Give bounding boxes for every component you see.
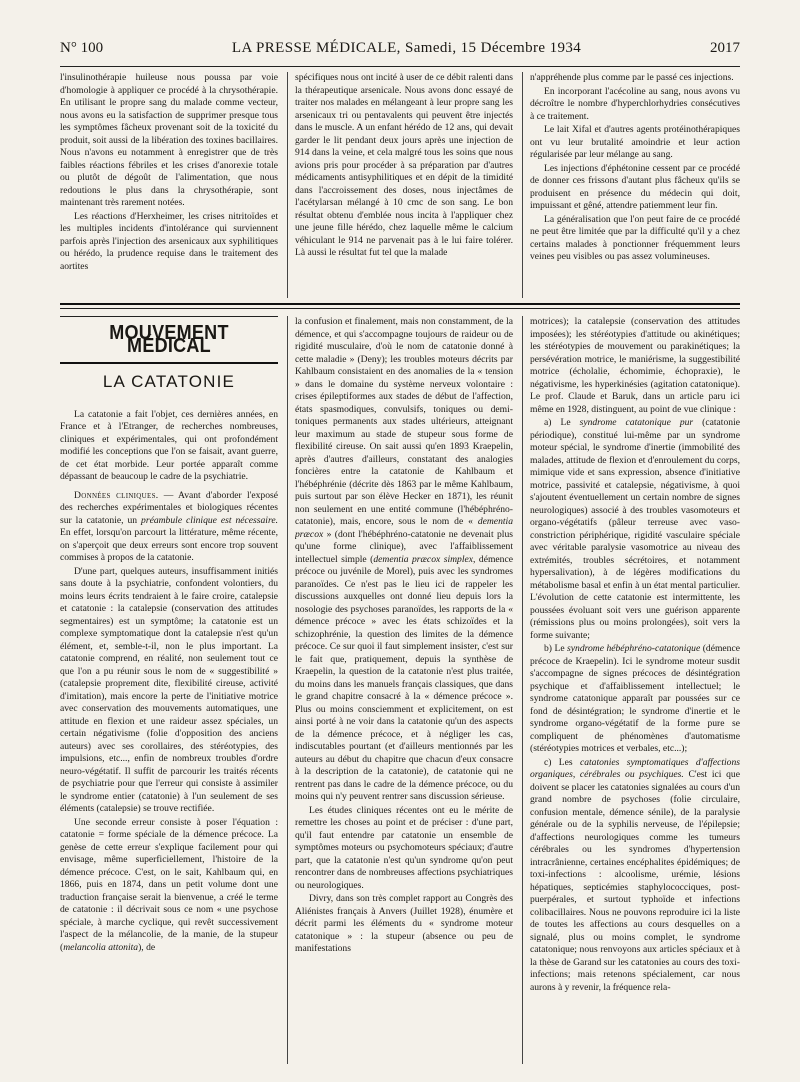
paragraph: c) Les catatonies symptomatiques d'affections organiques, cérébrales ou psychiques. C'est ici que doivent se placer les catatonies signalées au cours d'un grand nombre de psychoses (folie circulaire, confusion mentale, démence sénile), de la paralysie générale ou de la syphilis nerveuse, de l'épilepsie; d'affections neurologiques comme les tumeurs cérébrales ou les syndromes d'hypertension intracrânienne, certaines encéphalites épidémiques; de toxi-infections : alcoolisme, urémie, lésions hépatiques, septicémies staphylococciques, post-puerpérales, et surtout typhoïde et infections colibacillaires. Nous ne pouvons reproduire ici la liste de toutes les affections au cours desquelles on a signalé, plus ou moins complet, le syndrome catatonique; nous renvoyons aux articles spéciaux et à la thèse de Garand sur les catatonies au cours des toxi-infections; mais retenons spécialement, car nous aurons à y revenir, la fréquence rela- xyxy=(530,756,740,993)
article-column-1 xyxy=(60,316,278,1066)
paragraph: spécifiques nous ont incité à user de ce débit ralenti dans la thérapeutique arsenicale. Nous avons donc essayé de traiter nos malades en mélangeant à leur propre sang les arsenicaux tri ou pentavalents qui peuvent être injectés dans le muscle. A un enfant hérédo de 12 ans, qui devait garder le lit pendant deux jours après une injection de 914 dans la veine, et cela malgré tous les soins que nous avions pris pour procéder à sa préparation par d'autres médicaments antisyphilitiques et en dépit de la timidité dans l'accroissement des doses, nous injectâmes de l'acétylarsan mélangé à 10 cmc de son sang. Le bon résultat obtenu d'emblée nous incita à l'appliquer chez une jeune fille hérédo, chez laquelle même le calcium véhiculant le 914 ne parvenait pas à le lui faire tolérer. Là aussi le résultat fut tel que la malade xyxy=(295,72,513,258)
article-column-3 xyxy=(530,316,740,1066)
masthead xyxy=(232,40,581,57)
column-divider xyxy=(287,316,288,1064)
paragraph: Les réactions d'Herxheimer, les crises nitritoïdes et les multiples incidents d'intolérance qui surviennent parfois après l'injection des arsenicaux aux syphilitiques ou hérédo, la prudence requise dans le traitement des aortites xyxy=(60,210,278,272)
paragraph: Les injections d'éphétonine cessent par ce procédé de donner ces frissons d'autant plus fâcheux qu'ils se produisent en présence du médecin qui doit, impuissant et gêné, attendre patiemment leur fin. xyxy=(530,162,740,211)
paragraph: a) Le syndrome catatonique pur (catatonie périodique), constitué lui-même par un syndrome moteur spécial, le syndrome d'inertie (immobilité des malades, attitude de flexion et d'enroulement du corps, mimique vide et sans expression, absence d'initiative motrice, passivité et catalepsie, négativisme, à quoi s'ajoutent éventuellement un certain nombre de signes neurologiques) associé à des troubles vasomoteurs et organo-végétatifs (pâleur terreuse avec vaso-constriction périphérique, rigidité vasculaire spéciale avec véritable paralysie vasomotrice au niveau des extrémités, troubles sécrétoires, et notamment hypersalivation), à de légères modifications du métabolisme basal et enfin à un état mental particulier. L'évolution de cette catatonie est intermittente, les poussées évoluant soit vers une guérison apparente (rémissions plus ou moins prolongées), soit vers la forme suivante; xyxy=(530,417,740,641)
section-title: MOUVEMENT MÉDICAL xyxy=(109,322,229,357)
paragraph: En incorporant l'acécoline au sang, nous avons vu décroître le nombre d'hyperchlorhydries consécutives à ce traitement. xyxy=(530,85,740,122)
issue-date: Samedi, 15 Décembre 1934 xyxy=(404,40,582,56)
page-number: 2017 xyxy=(710,40,740,56)
article-title: LA CATATONIE xyxy=(102,372,236,391)
column-divider xyxy=(287,72,288,298)
journal-name: LA PRESSE MÉDICALE, xyxy=(231,40,401,56)
paragraph: Les études cliniques récentes ont eu le mérite de remettre les choses au point et de préciser : d'une part, qu'il faut entendre par catatonie un ensemble de symptômes moteurs ou psychomoteurs spéciaux; d'autre part, que la catatonie n'est qu'un syndrome qu'on peut rencontrer dans de nombreuses affections psychiatriques ou neurologiques. xyxy=(295,804,513,891)
title-rule xyxy=(60,362,278,364)
section-rule xyxy=(60,303,740,305)
column-divider xyxy=(522,72,523,298)
paragraph: Données cliniques. — Avant d'aborder l'exposé des recherches expérimentales et biologiques récentes sur la catatonie, un préambule clinique est nécessaire. En effet, lorsqu'on parcourt la littérature, même récente, on s'aperçoit que deux erreurs sont encore trop souvent commises à propos de la catatonie. xyxy=(60,489,278,563)
paragraph: la confusion et finalement, mais non constamment, de la démence, et qui s'accompagne toujours de raideur ou de rigidité musculaire, d'où le nom de catatonie donné à cette maladie » (Deny); les troubles moteurs décrits par Kahlbaum consistaient en des anomalies de la « tension » dans le domaine du système nerveux volontaire : crises épileptiformes aux stades de début de l'affection, états spasmodiques, convulsifs, toniques ou demi-toniques permanents aux stades ultérieurs, atteignant leur maximum au stade de stupeur sous forme de flexibilité cireuse. On sait aussi qu'en 1893 Kraepelin, après d'autres d'ailleurs, constatant des analogies foncières entre la catatonie de Kahlbaum et l'hébéphrénie (décrite dès 1863 par le même Kahlbaum, puis surtout par son élève Hecker en 1871), les réunit non seulement en une entité commune (l'hébéphréno-catatonie), mais, encore, sous le nom de « dementia præcox » (dont l'hébéphréno-catatonie ne devenait plus qu'une forme clinique), avec l'affaiblissement intellectuel simple (dementia præcox simplex, démence précoce ou juvénile de Morel), puis avec les syndromes paranoïdes. Ce n'est pas le lieu ici de rappeler les discussions auxquelles ont donné lieu depuis lors la nosologie des psychoses paranoïdes, les rapports de la « démence précoce » avec les états schizoïdes et la schizophrénie, la question des limites de la démence précoce. Ce sur quoi il faut simplement insister, c'est sur le fait que, pratiquement, depuis la synthèse de Kraepelin, la question de la catatonie n'est plus traitée, du moins dans les manuels français classiques, que dans le grand chapitre consacré à la « démence précoce ». Plus ou moins consciemment et explicitement, on est ainsi porté à ne voir dans la catatonie qu'un des aspects de la démence précoce, et à négliger les cas, indiscutables pourtant (et d'ailleurs mentionnés par les auteurs au début du chapitre que chacun d'eux consacre à la description de la catatonie), de catatonie qui ne rentrent pas dans le cadre de la démence précoce, ou du moins qui n'y peuvent rentrer sans discussion sérieuse. xyxy=(295,316,513,802)
title-rule xyxy=(60,316,278,317)
top-column-2 xyxy=(295,72,513,302)
paragraph: l'insulinothérapie huileuse nous poussa par voie d'homologie à appliquer ce procédé à la chrysothérapie. En utilisant le propre sang du malade comme vecteur, nous avons eu la satisfaction de supprimer presque tous les symptômes fâcheux provenant soit de la toxicité du produit, soit aussi de la libération des toxines bacillaires. Nous n'avons eu notamment à enregistrer que de très faibles réactions fébriles et les crises d'anorexie totale ou plutôt de dégoût de l'alimentation, que nous redoutions le plus dans la chrysothérapie, sont maintenant très rarement notées. xyxy=(60,72,278,208)
issue-number: N° 100 xyxy=(60,40,104,56)
paragraph: Une seconde erreur consiste à poser l'équation : catatonie = forme spéciale de la démence précoce. La genèse de cette erreur s'explique facilement pour qui envisage, même superficiellement, l'histoire de la démence précoce. C'est, on le sait, Kahlbaum qui, en 1866, puis en 1874, dans un petit volume dont une traduction française serait la bienvenue, a créé le terme de catatonie : il décrivait sous ce nom « une psychose spéciale, à marche cyclique, qui revêt successivement l'aspect de la mélancolie, de la manie, de la stupeur (melancolia attonita), de xyxy=(60,816,278,953)
top-column-3 xyxy=(530,72,740,302)
paragraph: La généralisation que l'on peut faire de ce procédé ne peut être limitée que par la difficulté qu'il y a chez certains malades à ponctionner fréquemment leurs veines peu visibles ou pas assez volumineuses. xyxy=(530,213,740,262)
article-column-2 xyxy=(295,316,513,1066)
paragraph: motrices); la catalepsie (conservation des attitudes imposées); les stéréotypies d'attitude ou akinétiques; les stéréotypies de mouvement ou parakinétiques; la persévération motrice, le maniérisme, la suggestibilité motrice (écholalie, échomimie, échopraxie), le négativisme, les hyperkinésies (agitation catatonique). Le prof. Claude et Baruk, dans un article paru ici même en 1928, distinguent, au point de vue clinique : xyxy=(530,316,740,415)
paragraph: D'une part, quelques auteurs, insuffisamment initiés sans doute à la psychiatrie, confondent volontiers, du moins leurs écrits tendraient à le faire croire, catalepsie et catatonie : la catalepsie (conservation des attitudes segmentaires) est un symptôme; la catatonie est un complexe symptomatique dont la catalepsie n'est qu'un élément, et, semble-t-il, non le plus important. La catatonie comprend, en réalité, non seulement tout ce que l'on a pu réunir sous le nom de « suggestibilité » (catalepsie proprement dite, flexibilité cireuse, activité d'imitation), mais encore la perte de l'initiative motrice avec conservation des mouvements automatiques, une attitude en flexion et une raideur assez spéciales, un certain négativisme (folie d'opposition des anciens auteurs) avec ses corollaires, des stéréotypies, des impulsions, etc..., enfin de nombreux troubles d'ordre neuro-végétatif. Il suffit de parcourir les traités récents de psychiatrie pour que l'erreur qui consiste à assimiler le syndrome entier (catatonie) à l'un seulement de ses éléments (catalepsie) se trouve rectifiée. xyxy=(60,565,278,814)
paragraph: La catatonie a fait l'objet, ces dernières années, en France et à l'Etranger, de recherches nombreuses, cliniques et expérimentales, qui ont profondément modifié les conceptions que l'on se faisait, avant guerre, de cet état morbide. Leur portée apparaît comme dépassant de beaucoup le cadre de la psychiatrie. xyxy=(60,408,278,482)
header-rule xyxy=(60,66,740,67)
section-rule xyxy=(60,308,740,309)
paragraph: Divry, dans son très complet rapport au Congrès des Aliénistes français à Anvers (Juillet 1928), énumère et décrit parmi les éléments du « syndrome moteur catatonique » : la stupeur (absence ou peu de manifestations xyxy=(295,893,513,954)
paragraph: Le lait Xifal et d'autres agents protéinothérapiques ont vu leur brutalité amoindrie et leur action régularisée par leur mélange au sang. xyxy=(530,124,740,160)
top-column-1 xyxy=(60,72,278,302)
paragraph: b) Le syndrome hébéphréno-catatonique (démence précoce de Kraepelin). Ici le syndrome moteur susdit s'accompagne de signes précoces de désintégration psychique et d'affaiblissement intellectuel; le syndrome catatonique apparaît par poussées sur ce fond de désintégration; le syndrome d'inertie et le syndrome organo-végétatif de la forme pure se compliquent de phénomènes d'automatisme (stéréotypies motrices et verbales, etc...); xyxy=(530,643,740,754)
paragraph: n'appréhende plus comme par le passé ces injections. xyxy=(530,72,734,83)
subheading: Données cliniques. xyxy=(74,489,159,501)
column-divider xyxy=(522,316,523,1064)
page-header xyxy=(60,40,740,64)
